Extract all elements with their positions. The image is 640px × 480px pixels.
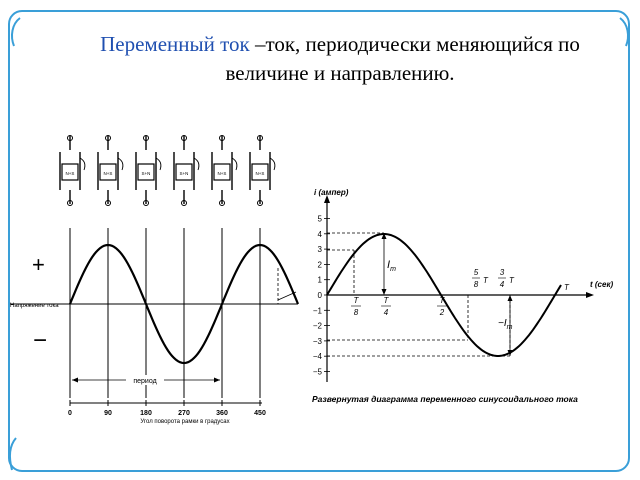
right-caption: Развернутая диаграмма переменного синусоидального тока (312, 394, 578, 404)
generator-row (60, 136, 275, 206)
generator-rotation-arrow (194, 158, 199, 170)
generator-rotation-arrow (156, 158, 161, 170)
fraction-5-8-num: 5 (473, 268, 479, 277)
y-tick-label: 3 (317, 245, 322, 255)
im-arrow-down-head (382, 289, 387, 295)
right-x-axis-label: t (сек) (590, 280, 614, 289)
angle-tick-label: 90 (104, 410, 112, 417)
generator-symbol (98, 136, 123, 206)
generator-rotation-arrow (80, 158, 85, 170)
left-diagram (10, 136, 298, 426)
fraction-t4-num: T (383, 296, 389, 305)
fraction-3-4-den: 4 (499, 280, 505, 289)
y-tick-label: −4 (312, 352, 322, 362)
neg-im-label: $-I_m$ (498, 318, 513, 331)
minus-sign: − (33, 327, 48, 354)
generator-label: S+N (141, 171, 151, 176)
angle-tick-label: 0 (68, 410, 72, 417)
fraction-t2-num: T (439, 296, 445, 305)
generator-symbol (136, 136, 161, 206)
period-arrow-left-head (72, 378, 78, 383)
y-tick-label: −3 (312, 336, 322, 346)
corner-curl-top-left (12, 18, 20, 46)
y-tick-label: 5 (317, 214, 322, 224)
angle-tick-label: 360 (216, 410, 228, 417)
y-tick-label: 2 (317, 260, 322, 270)
angle-tick-label: 270 (178, 410, 190, 417)
generator-label: S+N (179, 171, 189, 176)
y-tick-label: −2 (312, 321, 322, 331)
generator-rotation-arrow (270, 158, 275, 170)
title-rest: –ток, периодически меняющийся по величине и направлению. (225, 32, 580, 85)
fraction-t8-den: 8 (353, 308, 359, 317)
left-axis-label: Напряжение тока (10, 303, 59, 309)
y-tick-label: −1 (312, 306, 322, 316)
fraction-t4 (381, 296, 391, 317)
fraction-t2-den: 2 (439, 308, 445, 317)
period-t-label: T (564, 283, 569, 292)
period-label: период (133, 378, 157, 385)
im-label: $I_m$ (387, 259, 396, 273)
generator-label: N+S (217, 171, 227, 176)
fraction-t2 (437, 296, 447, 317)
fraction-3-4-num: 3 (499, 268, 505, 277)
generator-label: N+S (103, 171, 113, 176)
generator-symbol (212, 136, 237, 206)
fraction-3-4-t: T (509, 276, 514, 285)
y-tick-label: 1 (317, 275, 322, 285)
generator-symbol (250, 136, 275, 206)
generator-label: N+S (255, 171, 265, 176)
right-x-axis-arrow (586, 292, 594, 298)
angle-axis-label: Угол поворота рамки в градусах (140, 419, 230, 425)
y-tick-label: −5 (312, 367, 322, 377)
generator-symbol (174, 136, 199, 206)
y-tick-label: 0 (317, 291, 322, 300)
fraction-t8-num: T (353, 296, 359, 305)
angle-tick-label: 180 (140, 410, 152, 417)
neg-im-arrow-up-head (508, 295, 513, 301)
generator-label: N+S (65, 171, 75, 176)
generator-symbol (60, 136, 85, 206)
left-marker-tick (278, 292, 296, 300)
angle-tick-label: 450 (254, 410, 266, 417)
fraction-5-8-den: 8 (473, 280, 479, 289)
generator-rotation-arrow (232, 158, 237, 170)
y-tick-label: 4 (317, 229, 322, 239)
fraction-5-8 (472, 268, 489, 289)
right-diagram (312, 188, 614, 404)
fraction-5-8-t: T (483, 276, 488, 285)
generator-rotation-arrow (118, 158, 123, 170)
plus-sign: + (32, 252, 45, 277)
corner-curl-top-right (620, 18, 628, 46)
period-arrow-right-head (214, 378, 220, 383)
corner-curl-bottom-left (10, 438, 16, 470)
fraction-t4-den: 4 (383, 308, 389, 317)
right-y-axis-label: i (ампер) (314, 188, 349, 197)
title-highlight: Переменный ток (100, 32, 250, 56)
fraction-t8 (351, 296, 361, 317)
fraction-3-4 (498, 268, 515, 289)
